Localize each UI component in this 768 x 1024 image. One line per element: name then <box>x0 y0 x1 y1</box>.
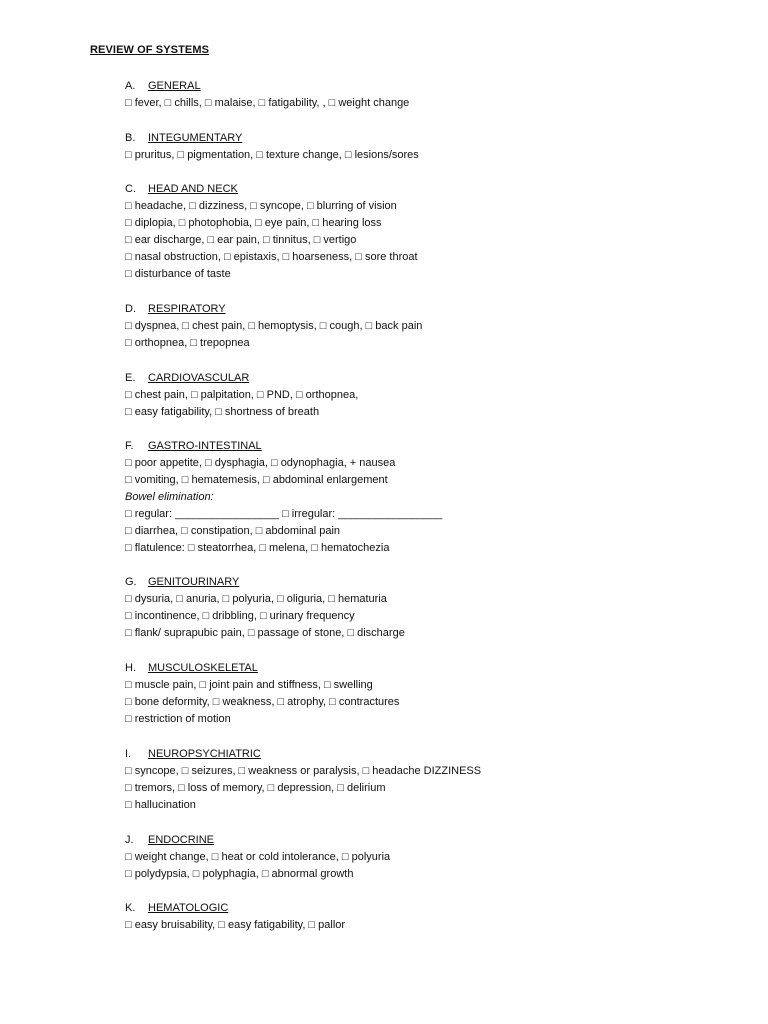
checklist-line: □ flank/ suprapubic pain, □ passage of stone, □ discharge <box>125 627 405 639</box>
section-letter: K. <box>125 902 136 914</box>
checklist-line: □ ear discharge, □ ear pain, □ tinnitus, □ vertigo <box>125 234 357 246</box>
checklist-line: □ easy bruisability, □ easy fatigability, □ pallor <box>125 919 346 931</box>
section-neuropsychiatric <box>125 745 481 814</box>
section-title: HEAD AND NECK <box>148 183 238 195</box>
checklist-line: □ chest pain, □ palpitation, □ PND, □ orthopnea, <box>125 389 359 401</box>
section-title: NEUROPSYCHIATRIC <box>148 748 261 760</box>
section-heading <box>125 659 399 677</box>
section-heading <box>125 899 345 917</box>
section-heading <box>125 573 405 591</box>
checklist-line: □ hallucination <box>125 799 196 811</box>
checklist-line: □ incontinence, □ dribbling, □ urinary frequency <box>125 610 355 622</box>
checklist-line: □ easy fatigability, □ shortness of breath <box>125 406 320 418</box>
section-general <box>125 77 409 112</box>
section-title: GASTRO-INTESTINAL <box>148 440 262 452</box>
checklist-line: □ weight change, □ heat or cold intolerance, □ polyuria <box>125 851 391 863</box>
section-letter: F. <box>125 440 134 452</box>
checklist-line: □ fever, □ chills, □ malaise, □ fatigability, , □ weight change <box>125 97 410 109</box>
section-genitourinary <box>125 573 405 642</box>
section-heading <box>125 369 358 387</box>
section-heading <box>125 300 422 318</box>
checklist-line: □ vomiting, □ hematemesis, □ abdominal enlargement <box>125 474 388 486</box>
section-letter: I. <box>125 748 132 760</box>
section-letter: G. <box>125 576 137 588</box>
section-heading <box>125 180 418 198</box>
checklist-line: □ polydypsia, □ polyphagia, □ abnormal growth <box>125 868 354 880</box>
checklist-line: □ nasal obstruction, □ epistaxis, □ hoarseness, □ sore throat <box>125 251 418 263</box>
section-endocrine <box>125 831 390 883</box>
checklist-line: □ dysuria, □ anuria, □ polyuria, □ oliguria, □ hematuria <box>125 593 387 605</box>
section-title: HEMATOLOGIC <box>148 902 229 914</box>
section-letter: C. <box>125 183 136 195</box>
checklist-line: □ disturbance of taste <box>125 268 231 280</box>
section-letter: D. <box>125 303 136 315</box>
checklist-line: □ dyspnea, □ chest pain, □ hemoptysis, □ cough, □ back pain <box>125 320 423 332</box>
checklist-line: □ regular: _________________ □ irregular: _________________ <box>125 508 443 520</box>
checklist-line: □ tremors, □ loss of memory, □ depression, □ delirium <box>125 782 386 794</box>
checklist-line: □ muscle pain, □ joint pain and stiffness, □ swelling <box>125 679 373 691</box>
section-hematologic <box>125 899 345 934</box>
section-letter: J. <box>125 834 134 846</box>
section-heading <box>125 437 442 455</box>
section-respiratory <box>125 300 422 352</box>
checklist-line: □ restriction of motion <box>125 713 231 725</box>
section-gastro-intestinal <box>125 437 442 557</box>
section-title: ENDOCRINE <box>148 834 215 846</box>
bowel-elimination-label: Bowel elimination: <box>125 491 214 503</box>
checklist-line: □ syncope, □ seizures, □ weakness or paralysis, □ headache DIZZINESS <box>125 765 482 777</box>
checklist-line: □ flatulence: □ steatorrhea, □ melena, □ hematochezia <box>125 542 390 554</box>
checklist-line: □ poor appetite, □ dysphagia, □ odynophagia, + nausea <box>125 457 396 469</box>
section-letter: E. <box>125 372 136 384</box>
section-title: GENITOURINARY <box>148 576 240 588</box>
section-letter: H. <box>125 662 136 674</box>
checklist-line: □ diplopia, □ photophobia, □ eye pain, □ hearing loss <box>125 217 382 229</box>
section-letter: B. <box>125 132 136 144</box>
section-musculoskeletal <box>125 659 399 728</box>
section-heading <box>125 831 390 849</box>
section-letter: A. <box>125 80 136 92</box>
section-head-and-neck <box>125 180 418 283</box>
checklist-line: □ orthopnea, □ trepopnea <box>125 337 250 349</box>
section-title: INTEGUMENTARY <box>148 132 243 144</box>
section-heading <box>125 745 481 763</box>
section-title: MUSCULOSKELETAL <box>148 662 258 674</box>
checklist-line: □ diarrhea, □ constipation, □ abdominal pain <box>125 525 340 537</box>
checklist-line: □ headache, □ dizziness, □ syncope, □ blurring of vision <box>125 200 397 212</box>
section-title: RESPIRATORY <box>148 303 226 315</box>
checklist-line: □ pruritus, □ pigmentation, □ texture change, □ lesions/sores <box>125 149 419 161</box>
section-integumentary <box>125 129 419 164</box>
document-title: REVIEW OF SYSTEMS <box>90 44 210 56</box>
section-heading <box>125 77 409 95</box>
checklist-line: □ bone deformity, □ weakness, □ atrophy, □ contractures <box>125 696 400 708</box>
section-title: CARDIOVASCULAR <box>148 372 250 384</box>
section-heading <box>125 129 419 147</box>
section-cardiovascular <box>125 369 358 421</box>
section-title: GENERAL <box>148 80 201 92</box>
